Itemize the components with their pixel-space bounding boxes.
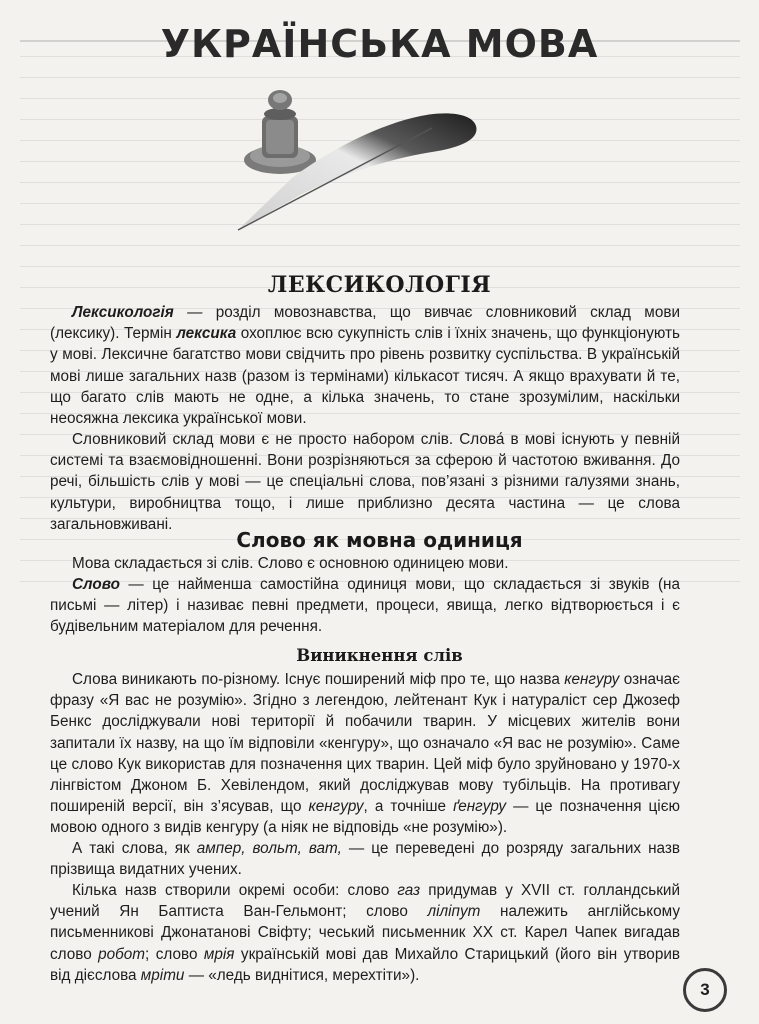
text-run: — «ледь виднітися, мерехтіти»). (184, 966, 420, 984)
paragraph-lexicology-definition (50, 302, 680, 429)
paragraph-word-definition (50, 574, 680, 638)
italic-word: газ (397, 882, 421, 899)
italic-word: ампер, вольт, ват, (196, 840, 342, 857)
text-run: — це позначення цією мовою одного з видів кенгуру (а ніяк не відповідь «не розумію»). (50, 798, 680, 837)
text-run: — це найменша самостійна одиниця мови, що складається зі звуків (на письмі — літер) і називає певні предмети, процеси, явища, легко відтворюється і є будівельним матеріалом для речення. (50, 576, 680, 636)
page-title: УКРАЇНСЬКА МОВА (160, 22, 599, 66)
text-run: означає фразу «Я вас не розумію». Згідно з легендою, лейтенант Кук і натураліст сер Джозеф Бенкс досліджували нові території й побачили тварин. У місцевих жителів вони запитали їх назву, на що їм відповіли «кенгуру», що означало «Я вас не розумію». Саме це слово Кук використав для позначення цих тварин. Цей міф було зруйновано у 1970-х лінгвістом Джоном Б. Хевілендом, який досліджував мову тубільців. На противагу поширеній версії, він з’ясував, що (50, 671, 680, 816)
text-run: Словниковий склад мови є не просто набором слів. Слова́ в мові існують у певній системі та взаємовідношенні. Вони розрізняються за сферою й частотою вживання. До речі, більшість слів у мові — це спеціальні слова, пов’язані з різними галузями знань, культури, виробництва тощо, і лише приблизно десята частина — це слова загальновживані. (50, 431, 680, 533)
italic-word: ґенгуру (453, 798, 507, 816)
italic-word: мрія (203, 945, 235, 963)
text-run: охоплює всю сукупність слів і їхніх значень, що функціонують у мові. Лексичне багатство мови свідчить про рівень розвитку суспільства. В українській мові лише загальних назв (разом із термінами) кількасот тисяч. А якщо врахувати й те, що багато слів мають не одне, а кілька значень, то стане зрозумілим, наскільки неосяжна лексика української мови. (50, 325, 680, 428)
section-heading-origin: Виникнення слів (296, 646, 463, 665)
term-slovo: Слово (72, 576, 120, 593)
italic-word: ліліпут (427, 903, 481, 921)
text-run: , а точніше (363, 798, 454, 816)
page-number: 3 (683, 968, 727, 1012)
text-run: А такі слова, як (72, 840, 197, 857)
italic-word: робот (98, 945, 146, 963)
text-run: українській мові дав Михайло Старицький (його він утворив від дієслова (50, 945, 680, 984)
paragraph-coined-words (50, 880, 680, 986)
section-heading-word-unit: Слово як мовна одиниця (236, 528, 523, 552)
italic-word: кенгуру (308, 798, 364, 816)
text-run: Кілька назв створили окремі особи: слово (72, 882, 398, 899)
term-lexika: лексика (176, 325, 237, 343)
section-heading-lexicology: ЛЕКСИКОЛОГІЯ (267, 272, 492, 298)
text-run: — це переведені до розряду загальних назв прізвища видатних учених. (50, 840, 680, 879)
paragraph-scientist-names (50, 838, 680, 880)
text-run: — розділ мовознавства, що вивчає словниковий склад мови (лексику). Термін (50, 304, 680, 343)
term-lexicology: Лексикологія (72, 304, 174, 321)
italic-word: кенгуру (564, 671, 620, 688)
text-run: придумав у XVII ст. голландський учений Ян Баптиста Ван-Гельмонт; слово (50, 882, 680, 921)
text-run: Мова складається зі слів. Слово є основною одиницею мови. (72, 555, 509, 572)
text-run: Слова виникають по-різному. Існує поширений міф про те, що назва (72, 671, 565, 688)
paragraph-word-basic (50, 553, 680, 574)
text-run: належить англійському письменникові Джонатанові Свіфту; чеський письменник XX ст. Карел Чапек вигадав слово (50, 903, 680, 963)
paragraph-vocabulary-system (50, 429, 680, 535)
quill-inkwell-icon (232, 82, 482, 232)
paragraph-kangaroo-myth (50, 669, 680, 839)
italic-word: мріти (140, 966, 185, 984)
text-run: ; слово (145, 945, 204, 963)
